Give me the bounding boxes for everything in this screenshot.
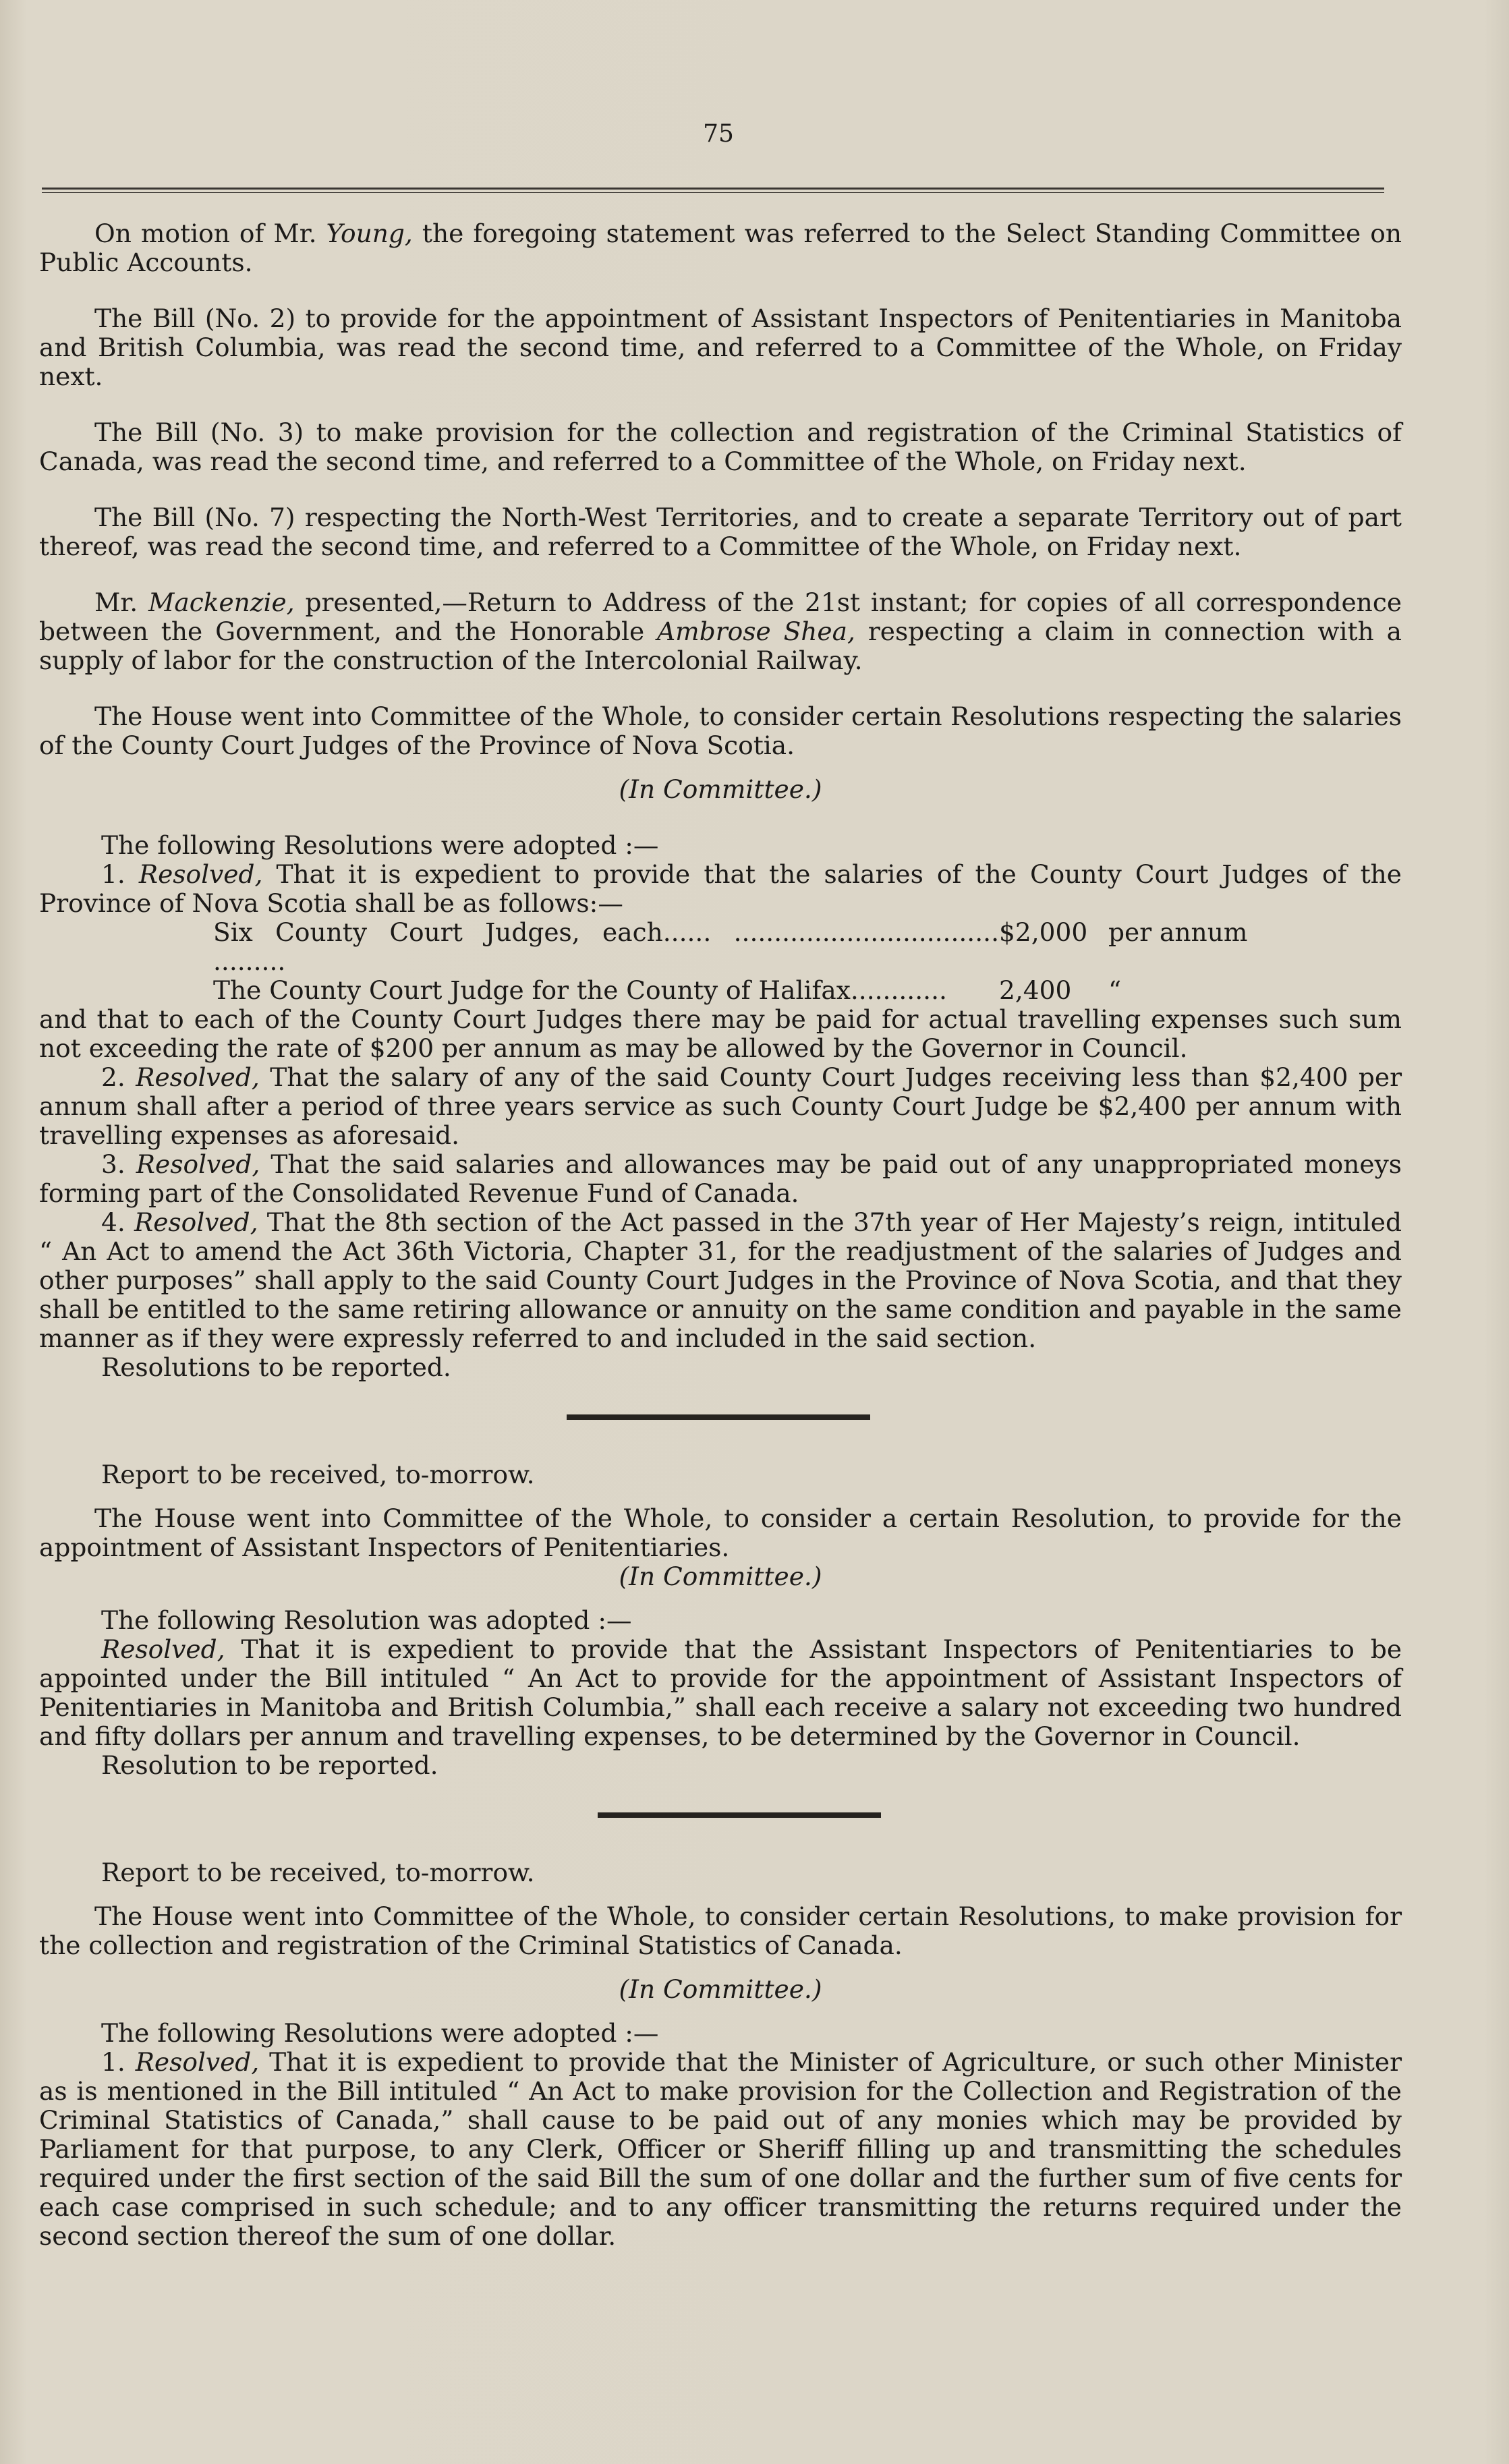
resolutions-closing-2: Resolution to be reported. — [101, 1750, 438, 1780]
paragraph-bill-3: The Bill (No. 3) to make provision for the collection and registration of the Criminal Statistics of Canada, was read the second time, and referred to a Committee of the Whole, on Friday next. — [39, 418, 1402, 476]
section-divider-1 — [567, 1414, 870, 1420]
in-committee-heading-2: (In Committee.) — [619, 1562, 822, 1591]
in-committee-heading-1: (In Committee.) — [619, 774, 822, 804]
salary-schedule-row-1: Six County Court Judges, each...... ................................. ......... $2,000 per annum — [213, 917, 1248, 976]
page-body — [39, 219, 1402, 2251]
resolution-1-3: 3. Resolved, That the said salaries and allowances may be paid out of any unappropriated moneys forming part of the Consolidated Revenue Fund of Canada. — [39, 1149, 1402, 1208]
resolutions-intro-2: The following Resolution was adopted :— — [101, 1605, 632, 1635]
resolution-3-1: 1. Resolved, That it is expedient to provide that the Minister of Agriculture, or such other Minister as is mentioned in the Bill intituled “ An Act to make provision for the Collection and Registration of the Criminal Statistics of Canada,” shall cause to be paid out of any monies which may be provided by Parliament for that purpose, to any Clerk, Officer or Sheriff filling up and transmitting the schedules required under the first section of the said Bill the sum of one dollar and the further sum of five cents for each case comprised in such schedule; and to any officer transmitting the returns required under the second section thereof the sum of one dollar. — [39, 2047, 1402, 2251]
resolutions-closing-1: Resolutions to be reported. — [101, 1352, 451, 1382]
paragraph-committee-criminal-statistics: The House went into Committee of the Whole, to consider certain Resolutions, to make provision for the collection and registration of the Criminal Statistics of Canada. — [39, 1901, 1402, 1960]
resolutions-intro-1: The following Resolutions were adopted :— — [101, 830, 659, 860]
resolution-2-1: Resolved, That it is expedient to provide that the Assistant Inspectors of Penitentiaries to be appointed under the Bill intituled “ An Act to provide for the appointment of Assistant Inspectors of Penitentiaries in Manitoba and British Columbia,” shall each receive a salary not exceeding two hundred and fifty dollars per annum and travelling expenses, to be determined by the Governor in Council. — [39, 1634, 1402, 1751]
paragraph-committee-inspectors: The House went into Committee of the Whole, to consider a certain Resolution, to provide for the appointment of Assistant Inspectors of Penitentiaries. — [39, 1503, 1402, 1562]
resolution-1-1: 1. Resolved, That it is expedient to provide that the salaries of the County Court Judges of the Province of Nova Scotia shall be as follows:— — [39, 859, 1402, 918]
paragraph-public-accounts: On motion of Mr. Young, the foregoing statement was referred to the Select Standing Committee on Public Accounts. — [39, 219, 1402, 277]
resolution-1-4: 4. Resolved, That the 8th section of the Act passed in the 37th year of Her Majesty’s reign, intituled “ An Act to amend the Act 36th Victoria, Chapter 31, for the readjustment of the salaries of Judges and other purposes” shall apply to the said County Court Judges in the Province of Nova Scotia, and that they shall be entitled to the same retiring allowance or annuity on the same condition and payable in the same manner as if they were expressly referred to and included in the said section. — [39, 1207, 1402, 1353]
resolutions-intro-3: The following Resolutions were adopted :— — [101, 2018, 659, 2048]
report-notice-2: Report to be received, to-morrow. — [101, 1858, 535, 1887]
header-rule — [42, 188, 1384, 193]
resolution-1-1-continued: and that to each of the County Court Judges there may be paid for actual travelling expenses such sum not exceeding the rate of $200 per annum as may be allowed by the Governor in Council. — [39, 1004, 1402, 1063]
paragraph-committee-county-judges: The House went into Committee of the Whole, to consider certain Resolutions respecting the salaries of the County Court Judges of the Province of Nova Scotia. — [39, 701, 1402, 760]
paragraph-bill-7: The Bill (No. 7) respecting the North-West Territories, and to create a separate Territory out of part thereof, was read the second time, and referred to a Committee of the Whole, on Friday next. — [39, 503, 1402, 561]
report-notice-1: Report to be received, to-morrow. — [101, 1460, 535, 1489]
in-committee-heading-3: (In Committee.) — [619, 1974, 822, 2004]
salary-schedule-row-2: The County Court Judge for the County of Halifax............ 2,400 “ — [213, 975, 1122, 1005]
resolution-1-2: 2. Resolved, That the salary of any of the said County Court Judges receiving less than $2,400 per annum shall after a period of three years service as such County Court Judge be $2,400 per annum with travelling expenses as aforesaid. — [39, 1062, 1402, 1150]
paragraph-bill-2: The Bill (No. 2) to provide for the appointment of Assistant Inspectors of Penitentiaries in Manitoba and British Columbia, was read the second time, and referred to a Committee of the Whole, on Friday next. — [39, 304, 1402, 391]
page-number: 75 — [703, 120, 734, 148]
section-divider-2 — [598, 1812, 881, 1818]
paragraph-mackenzie-return: Mr. Mackenzie, presented,—Return to Address of the 21st instant; for copies of all correspondence between the Government, and the Honorable Ambrose Shea, respecting a claim in connection with a supply of labor for the construction of the Intercolonial Railway. — [39, 588, 1402, 675]
